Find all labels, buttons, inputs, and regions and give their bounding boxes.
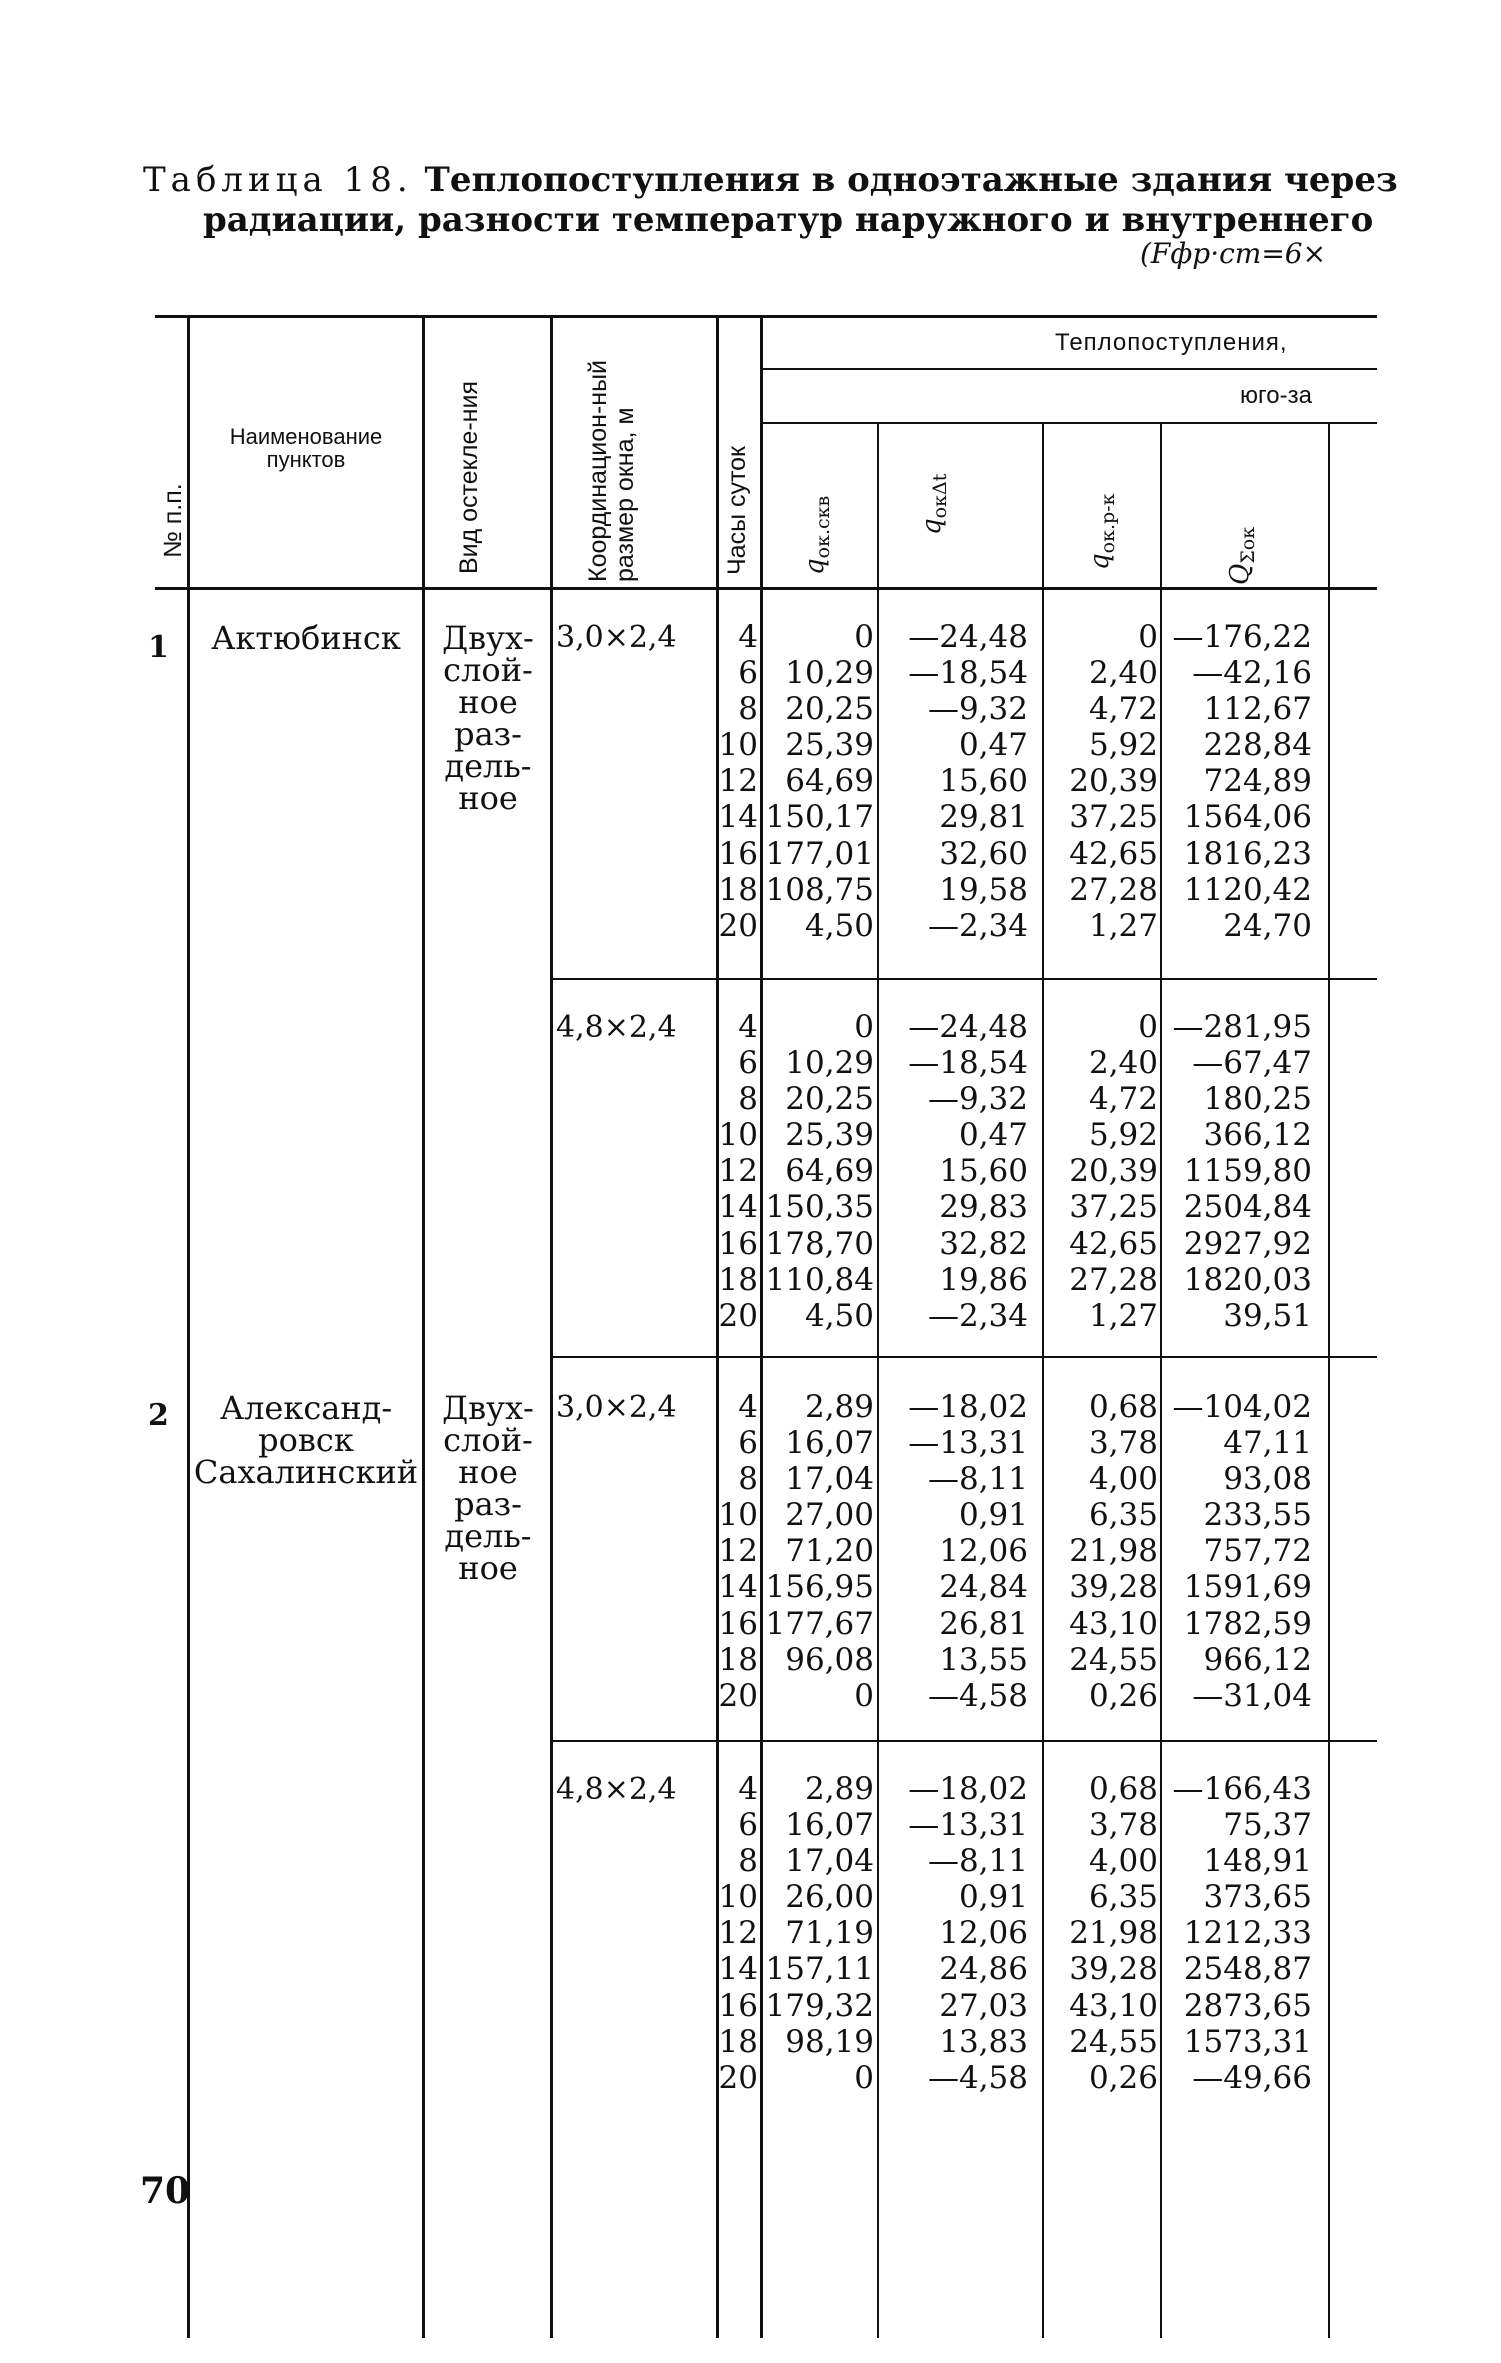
hour-value: 20: [718, 1297, 758, 1334]
q-sum-value: —176,22: [1172, 619, 1312, 655]
q-sum-value: 757,72: [1203, 1533, 1312, 1570]
q-ok-rk-value: 4,72: [1088, 1081, 1158, 1118]
glazing-line: ное: [458, 779, 518, 817]
group-rule: [760, 368, 1377, 370]
q-ok-skv-value: 27,00: [785, 1497, 874, 1534]
q-sum-value: 1212,33: [1183, 1915, 1312, 1952]
q-ok-dt-value: —18,54: [908, 1045, 1028, 1082]
header-size: Координацион-ный размер окна, м: [584, 359, 639, 582]
q-ok-dt-value: 29,83: [939, 1189, 1028, 1226]
q-ok-rk-value: 37,25: [1069, 1189, 1158, 1226]
q-ok-skv-value: 71,20: [785, 1533, 874, 1570]
hour-value: 6: [738, 1425, 758, 1462]
q-ok-dt-value: —18,02: [908, 1389, 1028, 1425]
q-ok-dt-value: 0,91: [958, 1879, 1028, 1916]
q-ok-rk-value: 5,92: [1088, 727, 1158, 764]
q-ok-dt-value: —2,34: [927, 907, 1028, 944]
q-ok-dt-value: 29,81: [939, 799, 1028, 836]
q-ok-skv-value: 16,07: [785, 1807, 874, 1844]
q-ok-dt-value: 26,81: [939, 1605, 1028, 1642]
hour-value: 4: [738, 1389, 758, 1425]
q-sum-value: —104,02: [1172, 1389, 1312, 1425]
q-ok-rk-value: 43,10: [1069, 1987, 1158, 2024]
hour-value: 12: [718, 1153, 758, 1190]
q-ok-dt-value: —9,32: [927, 691, 1028, 728]
hour-value: 10: [718, 1497, 758, 1534]
col-rule-2: [422, 318, 425, 2338]
glazing-line: Двух-: [442, 619, 534, 657]
hour-value: 12: [718, 763, 758, 800]
q-ok-dt-value: 24,84: [939, 1569, 1028, 1606]
table-top-rule: [155, 315, 1377, 318]
glazing-line: раз-: [454, 1485, 522, 1523]
q-ok-dt-value: —2,34: [927, 1297, 1028, 1334]
hour-value: 8: [738, 691, 758, 728]
q-ok-dt-value: 0,47: [958, 1117, 1028, 1154]
hour-value: 10: [718, 727, 758, 764]
hour-value: 4: [738, 1771, 758, 1807]
hour-value: 18: [718, 2023, 758, 2060]
q-sum-value: —49,66: [1192, 2059, 1312, 2096]
table-title: [143, 160, 1398, 200]
q-ok-skv-value: 25,39: [785, 727, 874, 764]
q-ok-dt-value: 12,06: [939, 1533, 1028, 1570]
q-sum-value: 24,70: [1223, 907, 1312, 944]
q-ok-dt-value: —8,11: [927, 1461, 1028, 1498]
q-sum-value: 1120,42: [1183, 871, 1312, 908]
hour-value: 6: [738, 1045, 758, 1082]
q-ok-skv-value: 177,01: [765, 835, 874, 872]
q-ok-skv-value: 96,08: [785, 1641, 874, 1678]
q-sum-value: —67,47: [1192, 1045, 1312, 1082]
q-ok-rk-value: 20,39: [1069, 1153, 1158, 1190]
q-sum-value: 2548,87: [1183, 1951, 1312, 1988]
q-sum-value: 112,67: [1203, 691, 1312, 728]
q-ok-skv-value: 64,69: [785, 1153, 874, 1190]
glazing-line: ное: [458, 1453, 518, 1491]
q-ok-rk-value: 3,78: [1088, 1807, 1158, 1844]
q-ok-dt-value: —8,11: [927, 1843, 1028, 1880]
q-ok-rk-value: 39,28: [1069, 1569, 1158, 1606]
header-name: Наименование пунктов: [229, 424, 383, 473]
hour-value: 8: [738, 1461, 758, 1498]
q-ok-rk-value: 3,78: [1088, 1425, 1158, 1462]
q-ok-dt-value: 13,55: [939, 1641, 1028, 1678]
q-ok-rk-value: 21,98: [1069, 1533, 1158, 1570]
header-q4-sub: Σок: [1237, 526, 1260, 564]
city-line: Актюбинск: [211, 619, 401, 657]
q-sum-value: 1564,06: [1183, 799, 1312, 836]
subgroup-rule: [760, 422, 1377, 424]
q-sum-value: 966,12: [1203, 1641, 1312, 1678]
header-hours: Часы суток: [723, 446, 751, 575]
hour-value: 18: [718, 871, 758, 908]
q-ok-rk-value: 24,55: [1069, 1641, 1158, 1678]
q-ok-dt-value: 12,06: [939, 1915, 1028, 1952]
row-number: 2: [148, 1398, 169, 1433]
q-ok-rk-value: 0: [1138, 1009, 1158, 1045]
q-ok-rk-value: 5,92: [1088, 1117, 1158, 1154]
q-ok-skv-value: 10,29: [785, 655, 874, 692]
q-sum-value: 228,84: [1203, 727, 1312, 764]
q-sum-value: 2873,65: [1183, 1987, 1312, 2024]
q-ok-rk-value: 4,00: [1088, 1461, 1158, 1498]
glazing-line: ное: [458, 683, 518, 721]
hour-value: 12: [718, 1915, 758, 1952]
q-ok-dt-value: —13,31: [908, 1807, 1028, 1844]
q-sum-value: 2927,92: [1183, 1225, 1312, 1262]
q-sum-value: —31,04: [1192, 1677, 1312, 1714]
q-ok-dt-value: —13,31: [908, 1425, 1028, 1462]
q-ok-skv-value: 0: [854, 1677, 874, 1714]
hour-value: 8: [738, 1843, 758, 1880]
hour-value: 16: [718, 1987, 758, 2024]
q-ok-rk-value: 0,68: [1088, 1389, 1158, 1425]
city-line: Сахалинский: [193, 1453, 419, 1491]
q-sum-value: 93,08: [1223, 1461, 1312, 1498]
row-number: 1: [148, 630, 169, 665]
q-sum-value: 2504,84: [1183, 1189, 1312, 1226]
block-rule-3: [550, 1740, 1377, 1742]
hour-value: 20: [718, 2059, 758, 2096]
q-sum-value: 724,89: [1203, 763, 1312, 800]
hour-value: 6: [738, 1807, 758, 1844]
q-sum-value: 47,11: [1223, 1425, 1312, 1462]
title-line-3: (Fфр·ст=6×: [1140, 237, 1327, 270]
q-ok-dt-value: 19,86: [939, 1261, 1028, 1298]
col-rule-6: [877, 424, 879, 2338]
q-ok-skv-value: 20,25: [785, 1081, 874, 1118]
window-size: 4,8×2,4: [556, 1010, 677, 1045]
q-sum-value: 233,55: [1203, 1497, 1312, 1534]
q-ok-skv-value: 4,50: [804, 1297, 874, 1334]
q-ok-skv-value: 0: [854, 2059, 874, 2096]
q-ok-rk-value: 0,26: [1088, 2059, 1158, 2096]
q-ok-skv-value: 150,17: [765, 799, 874, 836]
glazing-line: слой-: [443, 651, 533, 689]
q-ok-skv-value: 26,00: [785, 1879, 874, 1916]
hour-value: 12: [718, 1533, 758, 1570]
col-rule-9: [1328, 424, 1330, 2338]
q-ok-rk-value: 2,40: [1088, 655, 1158, 692]
header-q-ok-dt: $q_{ок\Delta t}$: [917, 473, 952, 535]
q-sum-value: 1782,59: [1183, 1605, 1312, 1642]
glazing-type: [428, 619, 548, 817]
hour-value: 4: [738, 619, 758, 655]
q-sum-value: 1820,03: [1183, 1261, 1312, 1298]
q-sum-value: 180,25: [1203, 1081, 1312, 1118]
hour-value: 20: [718, 907, 758, 944]
hour-value: 16: [718, 835, 758, 872]
q-ok-rk-value: 21,98: [1069, 1915, 1158, 1952]
q-ok-dt-value: —24,48: [908, 1009, 1028, 1045]
hour-value: 18: [718, 1641, 758, 1678]
header-subgroup: юго-за: [1240, 382, 1312, 409]
hour-value: 4: [738, 1009, 758, 1045]
q-sum-value: 148,91: [1203, 1843, 1312, 1880]
glazing-line: дель-: [444, 747, 532, 785]
q-ok-dt-value: 27,03: [939, 1987, 1028, 2024]
q-sum-value: 1573,31: [1183, 2023, 1312, 2060]
hour-value: 6: [738, 655, 758, 692]
q-sum-value: 39,51: [1223, 1297, 1312, 1334]
city-name: [192, 1389, 420, 1491]
city-line: ровск: [258, 1421, 354, 1459]
q-ok-rk-value: 6,35: [1088, 1879, 1158, 1916]
q-ok-skv-value: 110,84: [765, 1261, 874, 1298]
hour-value: 14: [718, 1951, 758, 1988]
title-line-1: Теплопоступления в одноэтажные здания через: [424, 160, 1398, 200]
q-sum-value: —281,95: [1172, 1009, 1312, 1045]
q-ok-skv-value: 20,25: [785, 691, 874, 728]
page-number: 70: [140, 2170, 191, 2212]
q-ok-rk-value: 0: [1138, 619, 1158, 655]
q-ok-rk-value: 4,72: [1088, 691, 1158, 728]
hour-value: 14: [718, 799, 758, 836]
q-ok-skv-value: 2,89: [804, 1389, 874, 1425]
q-ok-skv-value: 25,39: [785, 1117, 874, 1154]
hour-value: 10: [718, 1117, 758, 1154]
q-ok-rk-value: 2,40: [1088, 1045, 1158, 1082]
q-ok-skv-value: 71,19: [785, 1915, 874, 1952]
hour-value: 16: [718, 1605, 758, 1642]
q-ok-dt-value: —9,32: [927, 1081, 1028, 1118]
q-sum-value: 1159,80: [1183, 1153, 1312, 1190]
glazing-line: ное: [458, 1549, 518, 1587]
q-ok-skv-value: 98,19: [785, 2023, 874, 2060]
q-ok-skv-value: 156,95: [765, 1569, 874, 1606]
q-ok-dt-value: 32,82: [939, 1225, 1028, 1262]
q-ok-rk-value: 24,55: [1069, 2023, 1158, 2060]
header-glazing: Вид остекле-ния: [455, 381, 483, 574]
hour-value: 14: [718, 1189, 758, 1226]
city-line: Александ-: [219, 1389, 393, 1427]
q-ok-rk-value: 0,26: [1088, 1677, 1158, 1714]
q-ok-skv-value: 177,67: [765, 1605, 874, 1642]
q-ok-rk-value: 1,27: [1088, 907, 1158, 944]
q-ok-rk-value: 42,65: [1069, 835, 1158, 872]
hour-value: 20: [718, 1677, 758, 1714]
q-ok-skv-value: 179,32: [765, 1987, 874, 2024]
q-ok-dt-value: —18,54: [908, 655, 1028, 692]
header-bottom-rule: [155, 587, 1377, 590]
col-rule-3: [550, 318, 553, 2338]
q-ok-rk-value: 39,28: [1069, 1951, 1158, 1988]
q-ok-rk-value: 43,10: [1069, 1605, 1158, 1642]
glazing-line: раз-: [454, 715, 522, 753]
glazing-line: слой-: [443, 1421, 533, 1459]
q-ok-skv-value: 17,04: [785, 1461, 874, 1498]
q-ok-skv-value: 10,29: [785, 1045, 874, 1082]
q-ok-rk-value: 27,28: [1069, 871, 1158, 908]
q-ok-skv-value: 108,75: [765, 871, 874, 908]
header-q-sum: $Q_{\Sigma ок}$: [1225, 526, 1260, 585]
q-sum-value: 1816,23: [1183, 835, 1312, 872]
q-ok-rk-value: 4,00: [1088, 1843, 1158, 1880]
header-q2-sub: окΔt: [929, 473, 952, 519]
q-ok-dt-value: 15,60: [939, 1153, 1028, 1190]
q-sum-value: —166,43: [1172, 1771, 1312, 1807]
window-size: 4,8×2,4: [556, 1772, 677, 1807]
title-line-2: радиации, разности температур наружного и внутреннего: [203, 200, 1374, 240]
q-ok-skv-value: 0: [854, 1009, 874, 1045]
q-sum-value: 366,12: [1203, 1117, 1312, 1154]
q-ok-dt-value: 32,60: [939, 835, 1028, 872]
q-ok-dt-value: —4,58: [927, 2059, 1028, 2096]
col-rule-1: [187, 318, 190, 2338]
glazing-type: [428, 1389, 548, 1587]
block-rule-2: [550, 1356, 1377, 1358]
hour-value: 10: [718, 1879, 758, 1916]
q-ok-rk-value: 0,68: [1088, 1771, 1158, 1807]
header-q-ok-skv: $q_{ок.скв}$: [800, 495, 835, 575]
q-ok-skv-value: 17,04: [785, 1843, 874, 1880]
header-q-ok-rk: $q_{ок.р-к}$: [1085, 493, 1120, 570]
hour-value: 18: [718, 1261, 758, 1298]
window-size: 3,0×2,4: [556, 620, 677, 655]
q-ok-skv-value: 150,35: [765, 1189, 874, 1226]
q-ok-dt-value: 15,60: [939, 763, 1028, 800]
glazing-line: дель-: [444, 1517, 532, 1555]
q-sum-value: 75,37: [1223, 1807, 1312, 1844]
col-rule-8: [1160, 424, 1162, 2338]
q-ok-skv-value: 4,50: [804, 907, 874, 944]
header-q1-sub: ок.скв: [812, 495, 835, 559]
q-sum-value: —42,16: [1192, 655, 1312, 692]
q-ok-dt-value: 0,91: [958, 1497, 1028, 1534]
q-ok-dt-value: —4,58: [927, 1677, 1028, 1714]
q-ok-dt-value: 19,58: [939, 871, 1028, 908]
hour-value: 14: [718, 1569, 758, 1606]
window-size: 3,0×2,4: [556, 1390, 677, 1425]
col-rule-5: [760, 318, 763, 2338]
q-ok-skv-value: 178,70: [765, 1225, 874, 1262]
q-ok-dt-value: 13,83: [939, 2023, 1028, 2060]
q-ok-dt-value: —18,02: [908, 1771, 1028, 1807]
q-ok-dt-value: —24,48: [908, 619, 1028, 655]
col-rule-7: [1042, 424, 1044, 2338]
header-q3-sub: ок.р-к: [1097, 493, 1120, 554]
q-ok-rk-value: 6,35: [1088, 1497, 1158, 1534]
q-sum-value: 1591,69: [1183, 1569, 1312, 1606]
q-ok-skv-value: 0: [854, 619, 874, 655]
q-ok-rk-value: 37,25: [1069, 799, 1158, 836]
header-group: Теплопоступления,: [1055, 329, 1288, 356]
q-ok-skv-value: 16,07: [785, 1425, 874, 1462]
q-ok-skv-value: 64,69: [785, 763, 874, 800]
hour-value: 16: [718, 1225, 758, 1262]
header-num: № п.п.: [159, 483, 187, 558]
q-ok-dt-value: 0,47: [958, 727, 1028, 764]
q-sum-value: 373,65: [1203, 1879, 1312, 1916]
q-ok-skv-value: 157,11: [765, 1951, 874, 1988]
hour-value: 8: [738, 1081, 758, 1118]
table-prefix: Таблица 18.: [143, 160, 413, 200]
q-ok-skv-value: 2,89: [804, 1771, 874, 1807]
q-ok-rk-value: 20,39: [1069, 763, 1158, 800]
city-name: [192, 619, 420, 657]
q-ok-rk-value: 27,28: [1069, 1261, 1158, 1298]
q-ok-dt-value: 24,86: [939, 1951, 1028, 1988]
q-ok-rk-value: 42,65: [1069, 1225, 1158, 1262]
glazing-line: Двух-: [442, 1389, 534, 1427]
block-rule-1: [550, 978, 1377, 980]
q-ok-rk-value: 1,27: [1088, 1297, 1158, 1334]
